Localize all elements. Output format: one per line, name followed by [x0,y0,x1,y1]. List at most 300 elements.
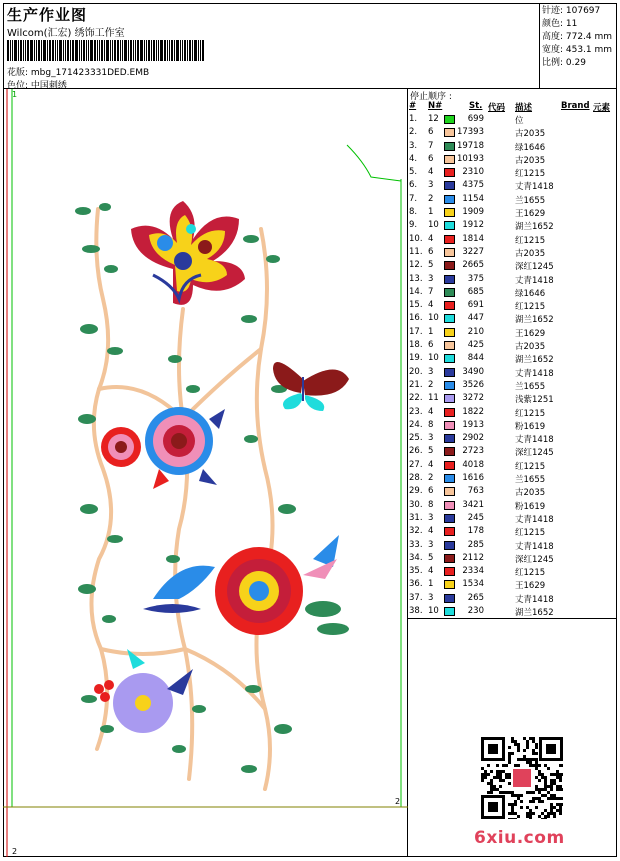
qr-module [526,815,529,818]
barcode-bar [75,40,78,61]
row-num: 18. [409,340,423,351]
row-needle: 6 [428,153,434,164]
qr-module [508,812,511,815]
row-desc: 古2035 [515,248,546,259]
row-needle: 6 [428,127,434,138]
barcode-bar [117,40,119,61]
barcode-bar [151,40,152,61]
row-num: 5. [409,167,418,178]
barcode-bar [36,40,37,61]
qr-module [529,758,532,761]
qr-module [532,752,535,755]
barcode-bar [27,40,29,61]
barcode-bar [153,40,155,61]
barcode-bar [198,40,199,61]
barcode-bar [128,40,129,61]
page-title: 生产作业图 [7,6,88,24]
qr-module [541,788,544,791]
qr-module [511,791,514,794]
row-desc: 红1215 [515,461,546,472]
table-row [408,353,617,366]
row-num: 28. [409,473,423,484]
qr-module [556,803,559,806]
row-num: 25. [409,433,423,444]
row-num: 2. [409,127,418,138]
site-watermark: 6xiu.com [474,828,565,848]
qr-module [508,776,511,779]
qr-module [535,758,538,761]
stat-stitches: 针迹: 107697 [542,6,601,16]
qr-module [535,776,538,779]
row-stitches: 691 [467,300,484,311]
qr-module [508,791,511,794]
row-needle: 3 [428,539,434,550]
qr-module [541,800,544,803]
row-stitches: 844 [467,353,484,364]
row-num: 8. [409,207,418,218]
row-stitches: 447 [467,313,484,324]
table-row [408,500,617,513]
qr-module [523,755,526,758]
qr-module [499,779,502,782]
row-num: 11. [409,246,423,257]
qr-module [508,746,511,749]
row-num: 24. [409,419,423,430]
row-needle: 3 [428,366,434,377]
colorway: 色位: 中国刺绣 [7,81,67,91]
stat-colors: 颜色: 11 [542,19,578,29]
qr-module [526,761,529,764]
qr-module [550,806,553,809]
barcode-bar [133,40,134,61]
row-needle: 3 [428,273,434,284]
barcode-bar [59,40,62,61]
barcode-bar [122,40,123,61]
qr-module [490,791,493,794]
qr-module [556,788,559,791]
qr-module [493,788,496,791]
watermark-area [408,619,617,857]
qr-seal [513,769,531,787]
row-desc: 湖兰1652 [515,315,554,326]
qr-module [484,770,487,773]
qr-module [556,770,559,773]
qr-module [538,770,541,773]
qr-module [535,764,538,767]
table-row [408,167,617,180]
qr-module [556,773,559,776]
qr-module [544,764,547,767]
table-row [408,313,617,326]
qr-module [523,737,526,740]
red-flower [143,535,339,635]
table-row [408,207,617,220]
stop-sequence-title: 停止顺序 : [410,92,452,102]
row-num: 3. [409,140,418,151]
qr-module [514,818,517,819]
qr-module [529,737,532,740]
row-needle: 5 [428,446,434,457]
qr-module [496,788,499,791]
barcode-bar [144,40,145,61]
barcode-bar [18,40,19,61]
row-num: 14. [409,286,423,297]
row-stitches: 2334 [462,566,484,577]
table-row [408,234,617,247]
qr-module [523,758,526,761]
qr-module [499,776,502,779]
qr-module [550,794,553,797]
barcode-bar [164,40,166,61]
qr-module [529,818,532,819]
qr-module [553,794,556,797]
row-stitches: 17393 [456,127,484,138]
barcode-bar [20,40,22,61]
qr-module [559,779,562,782]
row-num: 27. [409,459,423,470]
barcode-bar [171,40,173,61]
row-num: 38. [409,605,423,616]
qr-module [487,764,490,767]
stop-sequence-table [408,89,617,619]
qr-module [532,758,535,761]
barcode-bar [34,40,35,61]
barcode-bar [120,40,121,61]
barcode-bar [187,40,188,61]
marker-bottom: 2 [12,847,18,856]
row-stitches: 375 [467,273,484,284]
qr-module [529,812,532,815]
barcode-bar [10,40,11,61]
row-num: 1. [409,114,418,124]
qr-module [505,791,508,794]
barcode-bar [182,40,183,61]
qr-module [520,794,523,797]
row-needle: 10 [428,313,439,324]
table-row [408,260,617,273]
table-row [408,513,617,526]
qr-module [547,812,550,815]
qr-module [550,785,553,788]
table-row [408,127,617,140]
row-stitches: 1616 [462,473,484,484]
row-desc: 红1215 [515,528,546,539]
qr-module [505,764,508,767]
row-num: 9. [409,220,418,231]
qr-module [520,800,523,803]
row-needle: 2 [428,473,434,484]
qr-module [493,776,496,779]
row-stitches: 3490 [462,366,484,377]
qr-module [514,794,517,797]
qr-module [553,815,556,818]
qr-module [547,815,550,818]
qr-module [547,767,550,770]
qr-module [553,773,556,776]
qr-module [535,806,538,809]
barcode-bar [65,40,66,61]
barcode-bar [176,40,179,61]
row-needle: 5 [428,552,434,563]
file-name: 花版: mbg_171423331DED.EMB [7,68,150,78]
qr-module [520,806,523,809]
qr-module [511,803,514,806]
row-stitches: 2665 [462,260,484,271]
qr-module [535,743,538,746]
row-desc: 浅紫1251 [515,395,554,406]
row-num: 20. [409,366,423,377]
barcode-bar [12,40,13,61]
row-needle: 6 [428,246,434,257]
row-desc: 古2035 [515,129,546,140]
qr-module [544,776,547,779]
row-desc: 古2035 [515,342,546,353]
qr-module [517,815,520,818]
qr-module [544,794,547,797]
qr-module [517,746,520,749]
row-num: 21. [409,379,423,390]
row-desc: 湖兰1652 [515,355,554,366]
qr-module [532,812,535,815]
qr-finder-center [488,802,498,812]
qr-module [502,764,505,767]
barcode-bar [7,40,9,61]
qr-module [538,773,541,776]
row-needle: 1 [428,207,434,218]
table-row [408,579,617,592]
qr-module [559,764,562,767]
qr-module [517,743,520,746]
barcode-bar [47,40,48,61]
table-row [408,593,617,606]
row-needle: 12 [428,114,439,124]
qr-module [511,806,514,809]
barcode [7,40,235,61]
qr-module [520,758,523,761]
col-num: # [409,101,417,111]
qr-module [499,770,502,773]
barcode-bar [106,40,109,61]
row-stitches: 1909 [462,207,484,218]
row-num: 31. [409,512,423,523]
barcode-bar [14,40,17,61]
row-stitches: 1913 [462,419,484,430]
table-row [408,141,617,154]
qr-module [511,794,514,797]
qr-module [511,737,514,740]
qr-module [553,797,556,800]
row-needle: 4 [428,459,434,470]
barcode-bar [200,40,201,61]
row-desc: 丈青1418 [515,541,554,552]
barcode-bar [23,40,24,61]
qr-module [538,779,541,782]
row-stitches: 285 [467,539,484,550]
table-row [408,247,617,260]
table-row [408,180,617,193]
qr-module [559,812,562,815]
qr-module [496,764,499,767]
row-stitches: 178 [467,526,484,537]
qr-module [508,782,511,785]
qr-module [496,770,499,773]
table-row [408,540,617,553]
qr-module [562,788,563,791]
row-stitches: 1154 [462,193,484,204]
row-desc: 丈青1418 [515,368,554,379]
table-row [408,194,617,207]
barcode-bar [83,40,85,61]
qr-module [499,773,502,776]
barcode-bar [101,40,103,61]
row-stitches: 1814 [462,233,484,244]
row-needle: 4 [428,167,434,178]
row-stitches: 425 [467,340,484,351]
qr-module [490,782,493,785]
qr-module [481,776,484,779]
row-stitches: 3526 [462,379,484,390]
qr-module [559,788,562,791]
qr-module [547,791,550,794]
barcode-bar [79,40,80,61]
row-desc: 粉1619 [515,501,546,512]
table-row [408,367,617,380]
qr-module [538,815,541,818]
barcode-bar [70,40,71,61]
barcode-bar [88,40,89,61]
row-num: 16. [409,313,423,324]
qr-module [526,806,529,809]
design-preview [3,89,408,857]
qr-module [532,740,535,743]
qr-module [559,785,562,788]
qr-module [544,809,547,812]
qr-module [517,758,520,761]
row-desc: 兰1655 [515,195,546,206]
qr-module [517,797,520,800]
row-num: 36. [409,579,423,590]
row-num: 26. [409,446,423,457]
row-needle: 4 [428,233,434,244]
row-needle: 3 [428,433,434,444]
qr-module [511,809,514,812]
barcode-bar [30,40,33,61]
qr-module [487,773,490,776]
company-name: Wilcom(汇宏) 绣饰工作室 [7,28,125,39]
col-stitches: St. [469,101,483,111]
qr-module [514,800,517,803]
row-desc: 红1215 [515,169,546,180]
header [3,3,540,89]
qr-module [532,791,535,794]
qr-module [508,773,511,776]
qr-module [514,740,517,743]
qr-module [496,776,499,779]
qr-module [517,764,520,767]
qr-module [514,764,517,767]
qr-module [490,788,493,791]
row-desc: 深红1245 [515,554,554,565]
qr-module [493,785,496,788]
qr-module [535,761,538,764]
qr-module [559,797,562,800]
table-row [408,300,617,313]
qr-module [550,809,553,812]
qr-module [550,812,553,815]
row-desc: 古2035 [515,488,546,499]
qr-module [511,818,514,819]
row-stitches: 2723 [462,446,484,457]
qr-module [562,797,563,800]
col-elem: 元素 [593,103,611,113]
qr-module [532,737,535,740]
qr-module [562,773,563,776]
row-needle: 10 [428,220,439,231]
qr-module [529,815,532,818]
row-desc: 深红1245 [515,262,554,273]
stat-width: 宽度: 453.1 mm [542,45,613,55]
row-needle: 2 [428,379,434,390]
row-stitches: 19718 [456,140,484,151]
stat-scale: 比例: 0.29 [542,58,586,68]
qr-module [559,776,562,779]
qr-module [541,812,544,815]
barcode-bar [160,40,163,61]
row-num: 22. [409,393,423,404]
qr-module [481,767,484,770]
barcode-bar [72,40,74,61]
barcode-bar [174,40,175,61]
qr-finder-center [546,744,556,754]
row-needle: 3 [428,512,434,523]
row-stitches: 1912 [462,220,484,231]
qr-module [508,752,511,755]
table-row [408,114,617,127]
row-needle: 1 [428,326,434,337]
row-needle: 4 [428,300,434,311]
row-num: 10. [409,233,423,244]
barcode-bar [99,40,100,61]
qr-module [529,761,532,764]
row-needle: 4 [428,566,434,577]
barcode-bar [94,40,96,61]
qr-module [541,794,544,797]
row-needle: 1 [428,579,434,590]
barcode-bar [114,40,116,61]
table-row [408,433,617,446]
qr-module [490,779,493,782]
middle-flowers [101,407,225,489]
barcode-bar [192,40,193,61]
col-code: 代码 [488,103,506,113]
qr-module [559,773,562,776]
table-row [408,407,617,420]
qr-module [550,803,553,806]
row-num: 6. [409,180,418,191]
row-stitches: 3272 [462,393,484,404]
qr-module [508,803,511,806]
design-stats [540,3,617,89]
qr-module [547,785,550,788]
qr-module [517,749,520,752]
row-num: 37. [409,592,423,603]
table-row [408,553,617,566]
row-stitches: 685 [467,286,484,297]
row-num: 35. [409,566,423,577]
qr-module [544,815,547,818]
qr-module [508,761,511,764]
row-stitches: 245 [467,512,484,523]
